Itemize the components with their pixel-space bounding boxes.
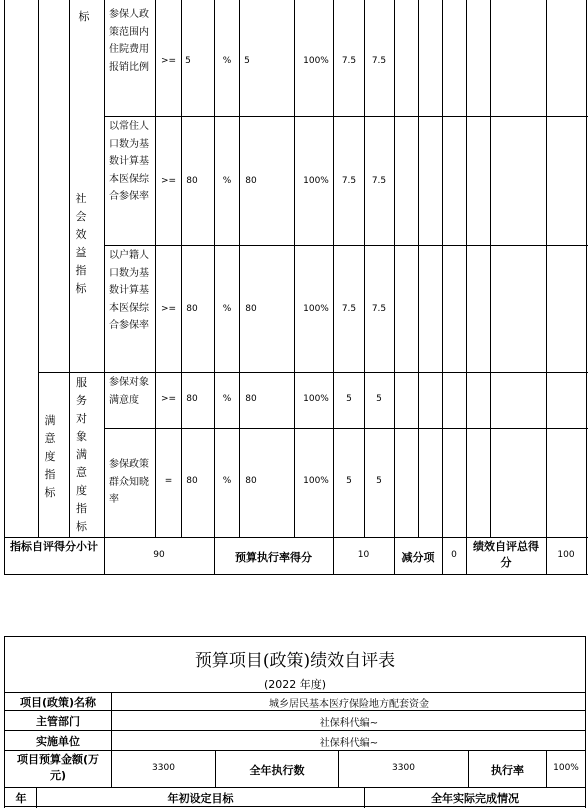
form-year: (2022 年度) <box>263 678 327 691</box>
row-line <box>104 116 588 117</box>
indicator-weight: 5 <box>346 476 352 486</box>
row-line <box>4 710 586 711</box>
col-line <box>69 0 70 537</box>
lower-table <box>0 636 588 808</box>
total-score-value: 100 <box>557 550 575 560</box>
col-line <box>333 0 334 575</box>
indicator-target: 80 <box>186 476 198 486</box>
col-line <box>394 0 395 575</box>
subtotal-value: 90 <box>153 550 165 560</box>
col-line <box>155 0 156 537</box>
col-line <box>546 0 547 575</box>
year-label: 年 <box>15 792 27 805</box>
col-line <box>181 0 182 537</box>
project-name-value: 城乡居民基本医疗保险地方配套资金 <box>269 699 429 710</box>
indicator-rate: 100% <box>303 476 329 486</box>
indicator-operator: >= <box>160 176 177 186</box>
indicator-name: 以户籍人口数为基数计算基本医保综合参保率 <box>109 250 149 331</box>
initial-goal-label: 年初设定目标 <box>167 792 234 805</box>
indicator-weight: 5 <box>346 394 352 404</box>
indicator-target: 80 <box>186 394 198 404</box>
indicator-unit: % <box>222 394 232 404</box>
implementer-value: 社保科代编~ <box>319 738 379 749</box>
form-title: 预算项目(政策)绩效自评表 <box>194 651 396 671</box>
indicator-unit: % <box>222 476 232 486</box>
row-line <box>104 428 588 429</box>
row-line <box>4 787 586 788</box>
col-line <box>104 0 105 575</box>
project-name-label: 项目(政策)名称 <box>19 696 97 709</box>
indicator-score: 5 <box>376 476 382 486</box>
col-line <box>364 0 365 537</box>
budget-amount-value: 3300 <box>152 763 175 773</box>
indicator-name: 以常住人口数为基数计算基本医保综合参保率 <box>109 121 149 202</box>
category-social-benefit: 社会效益指标 <box>75 192 87 295</box>
indicator-weight: 7.5 <box>341 304 357 314</box>
indicator-actual: 80 <box>245 304 257 314</box>
indicator-actual: 80 <box>245 176 257 186</box>
category-satisfaction: 满意度指标 <box>44 414 56 499</box>
indicator-actual: 80 <box>245 476 257 486</box>
frame-line <box>4 636 586 637</box>
row-line <box>4 730 586 731</box>
col-line <box>442 0 443 575</box>
actual-completion-label: 全年实际完成情况 <box>431 792 519 805</box>
indicator-operator: >= <box>160 56 177 66</box>
indicator-rate: 100% <box>303 56 329 66</box>
indicator-unit: % <box>222 56 232 66</box>
category-partial: 标 <box>78 10 90 23</box>
total-score-label: 绩效自评总得分 <box>473 540 539 569</box>
row-line <box>104 245 588 246</box>
department-value: 社保科代编~ <box>319 718 379 729</box>
col-line <box>4 0 5 575</box>
row-line <box>4 537 588 538</box>
subtotal-label: 指标自评得分小计 <box>10 540 98 553</box>
indicator-target: 80 <box>186 176 198 186</box>
budget-score-label: 预算执行率得分 <box>235 551 312 564</box>
annual-exec-value: 3300 <box>392 763 415 773</box>
indicator-name: 参保政策群众知晓率 <box>109 459 149 505</box>
budget-score-value: 10 <box>357 550 370 560</box>
indicator-score: 7.5 <box>371 176 387 186</box>
indicator-rate: 100% <box>303 394 329 404</box>
budget-amount-label: 项目预算金额(万元) <box>16 753 100 782</box>
deduction-label: 减分项 <box>401 551 435 564</box>
indicator-score: 5 <box>376 394 382 404</box>
indicator-unit: % <box>222 304 232 314</box>
indicator-score: 7.5 <box>371 56 387 66</box>
exec-rate-label: 执行率 <box>491 764 524 777</box>
indicator-rate: 100% <box>303 304 329 314</box>
indicator-score: 7.5 <box>371 304 387 314</box>
col-line <box>466 0 467 575</box>
indicator-name: 参保对象满意度 <box>109 377 149 406</box>
indicator-operator: >= <box>160 394 177 404</box>
col-line <box>490 0 491 537</box>
row-line <box>4 806 586 807</box>
col-line <box>214 0 215 575</box>
indicator-operator: = <box>164 476 173 486</box>
indicator-weight: 7.5 <box>341 176 357 186</box>
row-line <box>4 692 586 693</box>
indicator-actual: 80 <box>245 394 257 404</box>
indicator-actual: 5 <box>244 56 250 66</box>
deduction-value: 0 <box>451 550 457 560</box>
exec-rate-value: 100% <box>553 763 579 773</box>
indicator-rate: 100% <box>303 176 329 186</box>
col-line <box>38 0 39 537</box>
col-line <box>239 0 240 537</box>
row-line <box>4 574 588 575</box>
indicator-target: 80 <box>186 304 198 314</box>
col-line <box>294 0 295 537</box>
row-line <box>38 372 588 373</box>
indicator-operator: >= <box>160 304 177 314</box>
col-line <box>586 0 587 575</box>
annual-exec-label: 全年执行数 <box>249 764 305 777</box>
department-label: 主管部门 <box>36 715 80 728</box>
indicator-weight: 7.5 <box>341 56 357 66</box>
indicator-name: 参保人政策范围内住院费用报销比例 <box>109 9 149 73</box>
col-line <box>418 0 419 537</box>
indicator-unit: % <box>222 176 232 186</box>
indicator-target: 5 <box>185 56 191 66</box>
implementer-label: 实施单位 <box>36 735 80 748</box>
row-line <box>4 750 586 751</box>
category-service-satisfaction: 服务对象满意度指标 <box>76 376 87 533</box>
